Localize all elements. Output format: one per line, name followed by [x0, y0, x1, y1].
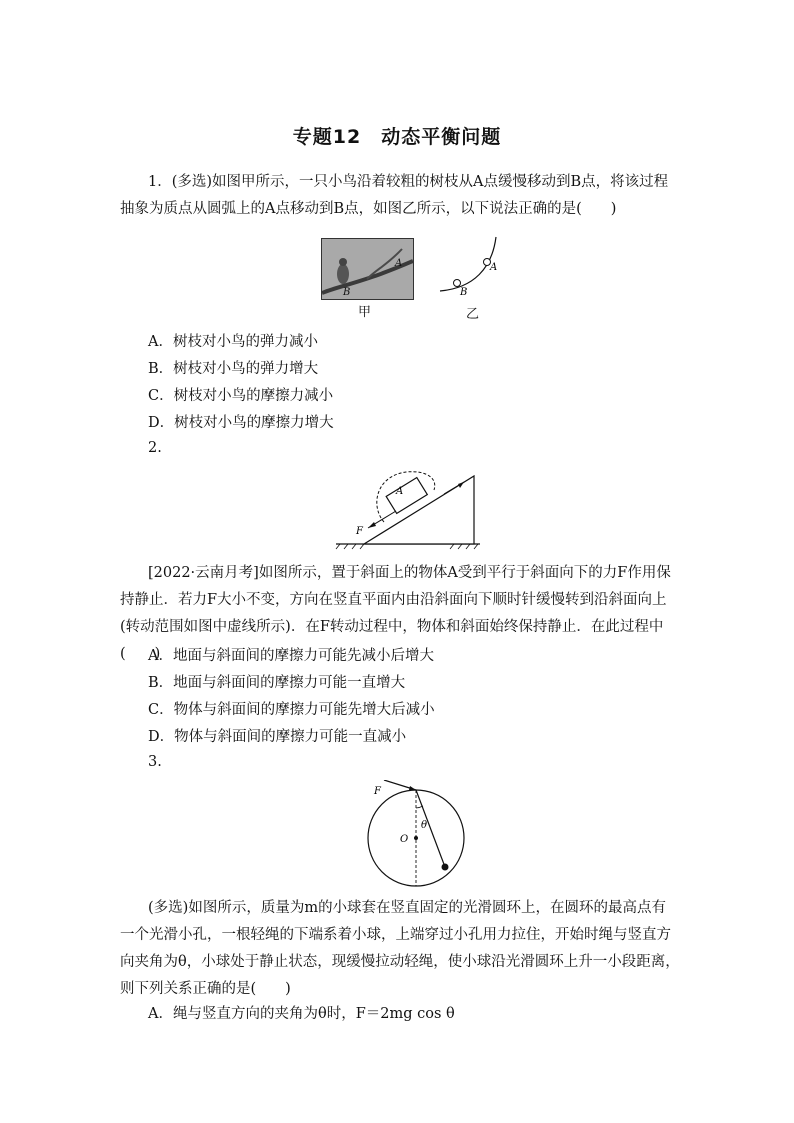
figure-jia-caption: 甲: [358, 305, 372, 320]
label-b-photo: B: [343, 287, 351, 298]
label-b-arc: B: [460, 287, 468, 298]
q2-option-b: B．地面与斜面间的摩擦力可能一直增大: [148, 675, 406, 691]
q2-option-a: A．地面与斜面间的摩擦力可能先减小后增大: [148, 648, 434, 664]
q1-option-d: D．树枝对小鸟的摩擦力增大: [148, 415, 334, 431]
circle-ring-figure: [364, 780, 470, 892]
q1-option-a: A．树枝对小鸟的弹力减小: [148, 334, 318, 350]
question-2-text: [2022·云南月考]如图所示，置于斜面上的物体A受到平行于斜面向下的力F作用保持静止．若力F大小不变，方向在竖直平面内由沿斜面向下顺时针缓慢转到沿斜面向上(转动范围如图中虚线所示)．在F转动过程中，物体和斜面始终保持静止．在此过程中( ): [120, 565, 671, 662]
incline-figure: [334, 466, 484, 550]
q2-option-d: D．物体与斜面间的摩擦力可能一直减小: [148, 729, 407, 745]
question-2-number: 2.: [148, 440, 162, 456]
figure-yi-caption: 乙: [466, 307, 480, 322]
label-a-arc: A: [490, 262, 498, 273]
question-1-text: 1．(多选)如图甲所示，一只小鸟沿着较粗的树枝从A点缓慢移动到B点，将该过程抽象为质点从圆弧上的A点移动到B点，如图乙所示，以下说法正确的是( ): [120, 174, 669, 217]
label-theta: θ: [421, 820, 428, 831]
page-title: 专题12 动态平衡问题: [292, 126, 502, 148]
q2-option-c: C．物体与斜面间的摩擦力可能先增大后减小: [148, 702, 435, 718]
question-3-text: (多选)如图所示，质量为m的小球套在竖直固定的光滑圆环上，在圆环的最高点有一个光滑小孔，一根轻绳的下端系着小球，上端穿过小孔用力拉住，开始时绳与竖直方向夹角为θ，小球处于静止状态，现缓慢拉动轻绳，使小球沿光滑圆环上升一小段距离，则下列关系正确的是( ): [120, 900, 680, 997]
label-a-photo: A: [395, 258, 403, 269]
label-o-center: O: [400, 834, 409, 845]
label-a-block: A: [396, 486, 404, 497]
bird-photo-labels: [321, 238, 413, 300]
q1-option-c: C．树枝对小鸟的摩擦力减小: [148, 388, 334, 404]
question-3-number: 3.: [148, 754, 162, 770]
arc-figure: [436, 232, 502, 302]
label-f-incline: F: [356, 526, 363, 537]
label-f-ring: F: [374, 786, 381, 797]
q1-option-b: B．树枝对小鸟的弹力增大: [148, 361, 319, 377]
q3-option-a: A．绳与竖直方向的夹角为θ时，F＝2mg cos θ: [148, 1006, 455, 1022]
